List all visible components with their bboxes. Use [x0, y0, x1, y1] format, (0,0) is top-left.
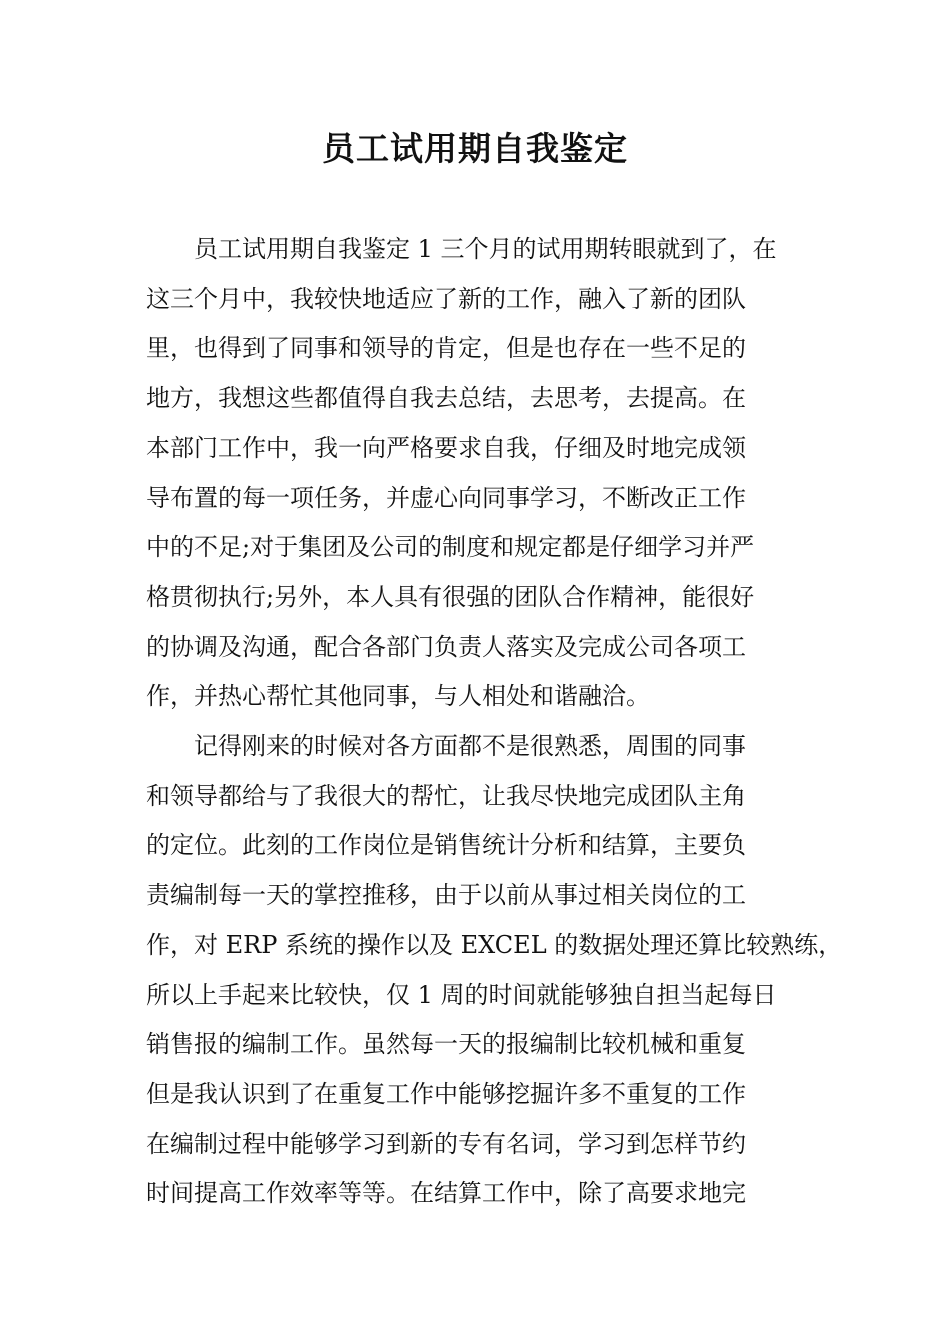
text-line: 责编制每一天的掌控推移，由于以前从事过相关岗位的工 — [146, 881, 746, 910]
paragraph-2 — [146, 722, 843, 1219]
text-line: 里，也得到了同事和领导的肯定，但是也存在一些不足的 — [146, 334, 746, 363]
text-line: 员工试用期自我鉴定 1 三个月的试用期转眼就到了，在 — [194, 235, 777, 263]
text-line: 作，对 ERP 系统的操作以及 EXCEL 的数据处理还算比较熟练， — [146, 930, 843, 959]
text-line: 地方，我想这些都值得自我去总结，去思考，去提高。在 — [146, 384, 746, 413]
text-line: 导布置的每一项任务，并虚心向同事学习，不断改正工作 — [146, 483, 746, 512]
text-line: 和领导都给与了我很大的帮忙，让我尽快地完成团队主角 — [146, 781, 746, 810]
text-line: 在编制过程中能够学习到新的专有名词，学习到怎样节约 — [146, 1129, 746, 1158]
text-line: 但是我认识到了在重复工作中能够挖掘许多不重复的工作 — [146, 1079, 746, 1108]
text-line: 格贯彻执行;另外，本人具有很强的团队合作精神，能很好 — [146, 582, 755, 611]
text-line: 时间提高工作效率等等。在结算工作中，除了高要求地完 — [146, 1179, 746, 1208]
text-line: 的协调及沟通，配合各部门负责人落实及完成公司各项工 — [146, 632, 746, 661]
text-line: 所以上手起来比较快，仅 1 周的时间就能够独自担当起每日 — [146, 980, 777, 1009]
paragraph-1 — [146, 225, 816, 722]
text-line: 销售报的编制工作。虽然每一天的报编制比较机械和重复 — [146, 1030, 746, 1059]
document-body — [146, 225, 843, 1219]
text-line: 作，并热心帮忙其他同事，与人相处和谐融洽。 — [146, 682, 650, 711]
document-title: 员工试用期自我鉴定 — [322, 129, 628, 168]
text-line: 这三个月中，我较快地适应了新的工作，融入了新的团队 — [146, 284, 746, 313]
text-line: 的定位。此刻的工作岗位是销售统计分析和结算，主要负 — [146, 831, 746, 860]
text-line: 本部门工作中，我一向严格要求自我，仔细及时地完成领 — [146, 433, 746, 462]
text-line: 记得刚来的时候对各方面都不是很熟悉，周围的同事 — [194, 732, 746, 761]
text-line: 中的不足;对于集团及公司的制度和规定都是仔细学习并严 — [146, 533, 755, 562]
